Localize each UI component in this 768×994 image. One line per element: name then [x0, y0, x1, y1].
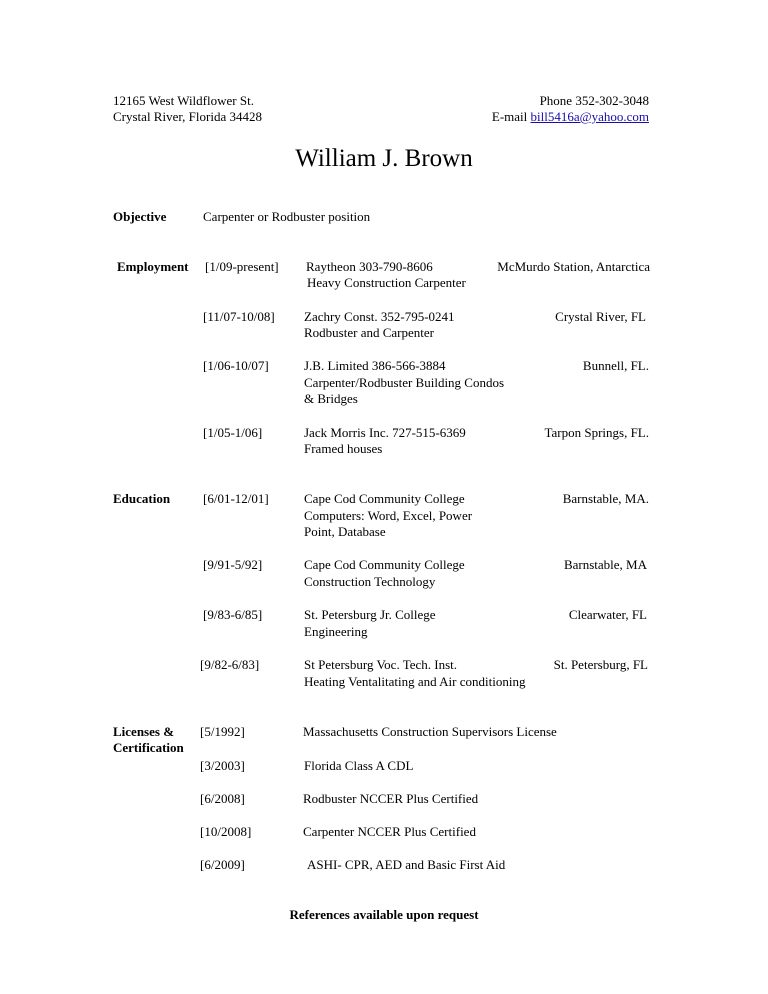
address-line-2: Crystal River, Florida 34428	[113, 109, 262, 124]
education-course-continued: Point, Database	[304, 524, 386, 539]
address-line-1: 12165 West Wildflower St.	[113, 93, 254, 108]
employment-location: Tarpon Springs, FL.	[544, 425, 649, 440]
education-course: Construction Technology	[304, 574, 436, 589]
license-date: [6/2008]	[200, 791, 245, 806]
phone: Phone 352-302-3048	[539, 93, 649, 108]
employment-dates: [1/06-10/07]	[203, 358, 269, 373]
employment-company: Jack Morris Inc. 727-515-6369	[304, 425, 466, 440]
education-school: Cape Cod Community College	[304, 557, 465, 572]
employment-location: McMurdo Station, Antarctica	[497, 259, 650, 274]
employment-company: J.B. Limited 386-566-3884	[304, 358, 446, 373]
licenses-heading: Licenses &	[113, 724, 175, 739]
email-line	[400, 109, 649, 125]
employment-location: Bunnell, FL.	[582, 358, 649, 373]
employment-heading: Employment	[117, 259, 189, 274]
education-location: Barnstable, MA.	[562, 491, 649, 506]
employment-dates: [1/05-1/06]	[203, 425, 263, 440]
references-note: References available upon request	[289, 907, 479, 922]
employment-company: Zachry Const. 352-795-0241	[304, 309, 455, 324]
license-text: Massachusetts Construction Supervisors License	[303, 724, 557, 739]
employment-company: Raytheon 303-790-8606	[306, 259, 433, 274]
license-date: [10/2008]	[200, 824, 252, 839]
education-dates: [9/91-5/92]	[203, 557, 263, 572]
license-date: [5/1992]	[200, 724, 245, 739]
employment-role: Rodbuster and Carpenter	[304, 325, 434, 340]
education-school: St. Petersburg Jr. College	[304, 607, 436, 622]
email-label: E-mail	[491, 109, 528, 124]
email-link[interactable]: bill5416a@yahoo.com	[530, 109, 649, 124]
education-location: Barnstable, MA	[563, 557, 647, 572]
objective-text: Carpenter or Rodbuster position	[203, 209, 371, 224]
employment-location: Crystal River, FL	[555, 309, 646, 324]
education-school: Cape Cod Community College	[304, 491, 465, 506]
license-text: ASHI- CPR, AED and Basic First Aid	[307, 857, 506, 872]
education-school: St Petersburg Voc. Tech. Inst.	[304, 657, 458, 672]
employment-role-continued: & Bridges	[304, 391, 358, 406]
employment-role: Heavy Construction Carpenter	[307, 275, 466, 290]
employment-role: Carpenter/Rodbuster Building Condos	[304, 375, 505, 390]
education-course: Engineering	[304, 624, 368, 639]
candidate-name: William J. Brown	[295, 145, 473, 172]
license-date: [6/2009]	[200, 857, 245, 872]
employment-role: Framed houses	[304, 441, 383, 456]
education-dates: [9/83-6/85]	[203, 607, 263, 622]
education-dates: [9/82-6/83]	[200, 657, 260, 672]
license-text: Florida Class A CDL	[304, 758, 414, 773]
license-text: Rodbuster NCCER Plus Certified	[303, 791, 479, 806]
education-dates: [6/01-12/01]	[203, 491, 269, 506]
certification-heading: Certification	[113, 740, 184, 755]
education-heading: Education	[113, 491, 171, 506]
license-date: [3/2003]	[200, 758, 245, 773]
license-text: Carpenter NCCER Plus Certified	[303, 824, 476, 839]
education-course: Heating Ventalitating and Air conditioning	[304, 674, 526, 689]
education-location: Clearwater, FL	[568, 607, 647, 622]
objective-heading: Objective	[113, 209, 167, 224]
education-location: St. Petersburg, FL	[553, 657, 648, 672]
education-course: Computers: Word, Excel, Power	[304, 508, 473, 523]
employment-dates: [1/09-present]	[205, 259, 279, 274]
employment-dates: [11/07-10/08]	[203, 309, 275, 324]
